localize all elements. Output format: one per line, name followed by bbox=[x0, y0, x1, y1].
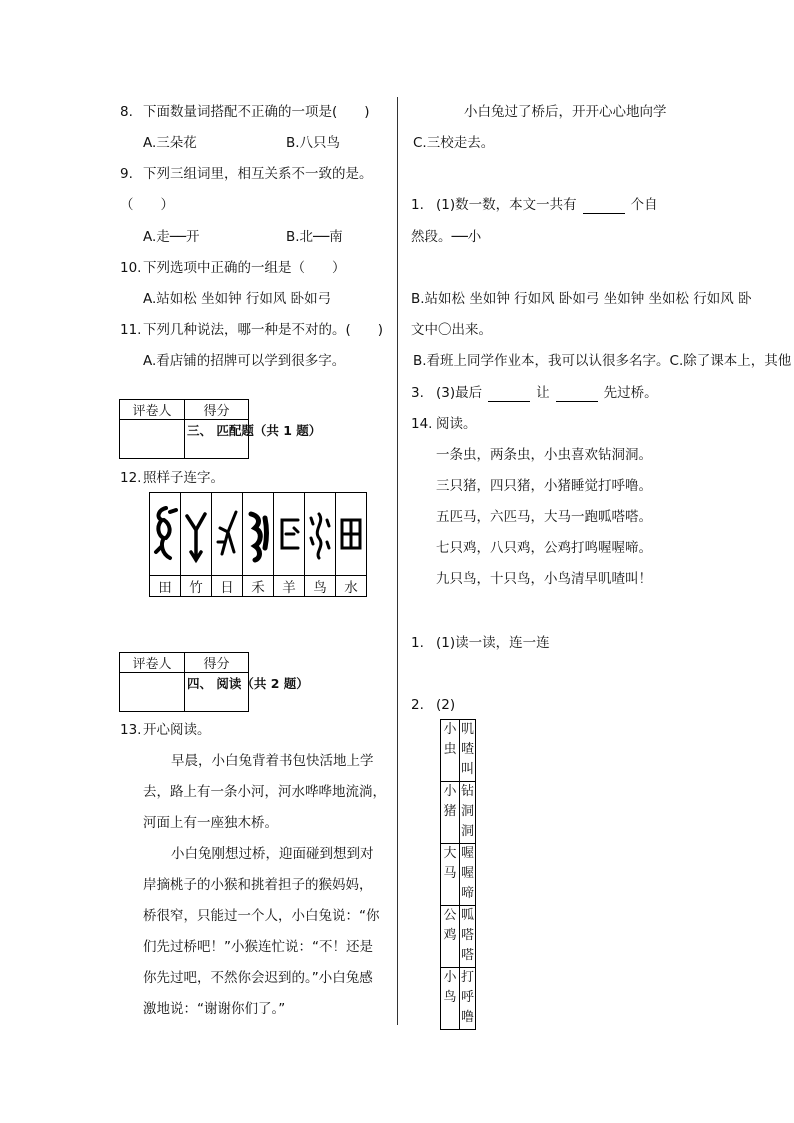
q14-poem-line: 一条虫，两条虫，小虫喜欢钻洞洞。 bbox=[436, 447, 652, 463]
glyph-label: 田 bbox=[150, 576, 181, 597]
oracle-grain-glyph-icon bbox=[183, 502, 209, 566]
q13-number: 13. bbox=[120, 722, 142, 738]
answer-blank[interactable] bbox=[488, 387, 530, 402]
sub3-end: 先过桥。 bbox=[603, 385, 658, 401]
glyph-cell bbox=[243, 493, 274, 576]
q13-passage-line: 河面上有一座独木桥。 bbox=[143, 815, 278, 831]
column-divider bbox=[397, 97, 398, 1025]
q13-passage-line: 小白兔刚想过桥，迎面碰到想到对 bbox=[171, 846, 374, 862]
glyph-cell bbox=[181, 493, 212, 576]
sub1-line2: 然段。──小 bbox=[411, 229, 482, 245]
q8-option-a: A.三朵花 bbox=[143, 135, 197, 151]
connect-animal: 小猪 bbox=[443, 784, 457, 819]
glyph-cell bbox=[305, 493, 336, 576]
oracle-field-glyph-icon bbox=[338, 502, 364, 566]
q14-text: 阅读。 bbox=[436, 416, 477, 432]
sub3-text: (3)最后 bbox=[436, 385, 483, 401]
connect-sound[interactable]: 打呼噜 bbox=[460, 970, 474, 1025]
oracle-glyph-table bbox=[149, 492, 367, 597]
oracle-bamboo-glyph-icon bbox=[214, 502, 240, 566]
q11-number: 11. bbox=[120, 322, 142, 338]
connect-sound[interactable]: 呱嗒嗒 bbox=[460, 908, 474, 963]
q9-text: 下列三组词里，相互关系不一致的是。 bbox=[143, 166, 373, 182]
story-continuation-option: C.三校走去。 bbox=[413, 135, 495, 151]
glyph-label: 鸟 bbox=[305, 576, 336, 597]
q8-text: 下面数量词搭配不正确的一项是( ) bbox=[143, 104, 370, 120]
q12-number: 12. bbox=[120, 470, 142, 486]
sub3-mid: 让 bbox=[536, 385, 550, 401]
reviewer-label: 评卷人 bbox=[120, 653, 185, 673]
q12-text: 照样子连字。 bbox=[143, 470, 224, 486]
q13-passage-line: 激地说：“谢谢你们了。” bbox=[143, 1001, 286, 1017]
option-b-line: B.看班上同学作业本，我可以认很多名字。C.除了课本上，其他 bbox=[413, 353, 792, 369]
connect-row bbox=[441, 782, 476, 844]
q14-sub1-text: (1)读一读，连一连 bbox=[436, 635, 550, 651]
glyph-cell bbox=[274, 493, 305, 576]
glyph-label: 水 bbox=[336, 576, 367, 597]
oracle-sun-glyph-icon bbox=[276, 502, 302, 566]
score-label: 得分 bbox=[185, 400, 249, 420]
q13-passage-line: 早晨，小白兔背着书包快活地上学 bbox=[171, 753, 374, 769]
connect-row bbox=[441, 844, 476, 906]
q14-poem-line: 五匹马，六匹马，大马一跑呱嗒嗒。 bbox=[436, 509, 652, 525]
oracle-sheep-glyph-icon bbox=[245, 502, 271, 566]
q10-text: 下列选项中正确的一组是（ ） bbox=[143, 260, 346, 276]
q14-sub2-number: 2. bbox=[411, 697, 424, 713]
sub1-after: 个自 bbox=[630, 197, 658, 213]
connect-animal: 大马 bbox=[443, 846, 457, 881]
sub1-number: 1. bbox=[411, 197, 424, 213]
oracle-bird-glyph-icon bbox=[152, 502, 178, 566]
sub3-question bbox=[436, 384, 658, 402]
q13-text: 开心阅读。 bbox=[143, 722, 211, 738]
connect-table bbox=[440, 719, 476, 1030]
q13-passage-line: 岸摘桃子的小猴和挑着担子的猴妈妈， bbox=[143, 877, 373, 893]
q9-paren: （ ） bbox=[120, 197, 174, 213]
oracle-water-glyph-icon bbox=[307, 502, 333, 566]
connect-animal: 小虫 bbox=[443, 722, 457, 757]
connect-sound[interactable]: 钻洞洞 bbox=[460, 784, 474, 839]
story-continuation: 小白兔过了桥后，开开心心地向学 bbox=[464, 104, 667, 120]
glyph-label: 竹 bbox=[181, 576, 212, 597]
q8-number: 8. bbox=[120, 104, 133, 120]
sub3-number: 3. bbox=[411, 385, 424, 401]
overlapping-option-line: B.站如松 坐如钟 行如风 卧如弓 坐如钟 坐如松 行如风 卧 bbox=[411, 291, 752, 307]
glyph-label: 羊 bbox=[274, 576, 305, 597]
q14-sub1-number: 1. bbox=[411, 635, 424, 651]
reviewer-cell bbox=[120, 420, 185, 459]
connect-row bbox=[441, 906, 476, 968]
glyph-cell bbox=[150, 493, 181, 576]
q14-number: 14. bbox=[411, 416, 433, 432]
glyph-cell bbox=[212, 493, 243, 576]
q14-poem-line: 三只猪，四只猪，小猪睡觉打呼噜。 bbox=[436, 478, 652, 494]
circle-instruction: 文中〇出来。 bbox=[411, 322, 492, 338]
q8-option-b: B.八只鸟 bbox=[286, 135, 341, 151]
glyph-label: 禾 bbox=[243, 576, 274, 597]
q14-poem-line: 九只鸟，十只鸟，小鸟清早叽喳叫！ bbox=[436, 571, 652, 587]
score-label: 得分 bbox=[185, 653, 249, 673]
reviewer-label: 评卷人 bbox=[120, 400, 185, 420]
connect-row bbox=[441, 720, 476, 782]
q13-passage-line: 你先过吧，不然你会迟到的。”小白兔感 bbox=[143, 970, 373, 986]
q13-passage-line: 去，路上有一条小河，河水哗哗地流淌， bbox=[143, 784, 386, 800]
reviewer-cell bbox=[120, 673, 185, 712]
glyph-label: 日 bbox=[212, 576, 243, 597]
connect-row bbox=[441, 968, 476, 1030]
section4-title: 四、 阅读（共 2 题） bbox=[187, 676, 309, 691]
sub1-text: (1)数一数，本文一共有 bbox=[436, 197, 577, 213]
sub1-question bbox=[436, 196, 658, 214]
glyph-cell bbox=[336, 493, 367, 576]
answer-blank[interactable] bbox=[556, 387, 598, 402]
q10-number: 10. bbox=[120, 260, 142, 276]
q13-passage-line: 桥很窄，只能过一个人，小白兔说：“你 bbox=[143, 908, 380, 924]
q9-number: 9. bbox=[120, 166, 133, 182]
q14-sub2-text: (2) bbox=[436, 697, 456, 713]
connect-sound[interactable]: 喔喔啼 bbox=[460, 846, 474, 901]
q11-option-a: A.看店铺的招牌可以学到很多字。 bbox=[143, 353, 346, 369]
section3-title: 三、 匹配题（共 1 题） bbox=[187, 423, 322, 438]
q9-option-b: B.北──南 bbox=[286, 229, 343, 245]
q10-option-a: A.站如松 坐如钟 行如风 卧如弓 bbox=[143, 291, 332, 307]
answer-blank[interactable] bbox=[583, 199, 625, 214]
connect-sound[interactable]: 叽喳叫 bbox=[460, 722, 474, 777]
q13-passage-line: 们先过桥吧！”小猴连忙说：“不！还是 bbox=[143, 939, 373, 955]
q11-text: 下列几种说法，哪一种是不对的。( ) bbox=[143, 322, 384, 338]
q9-option-a: A.走──开 bbox=[143, 229, 200, 245]
connect-animal: 公鸡 bbox=[443, 908, 457, 943]
q14-poem-line: 七只鸡，八只鸡，公鸡打鸣喔喔啼。 bbox=[436, 540, 652, 556]
connect-animal: 小鸟 bbox=[443, 970, 457, 1005]
